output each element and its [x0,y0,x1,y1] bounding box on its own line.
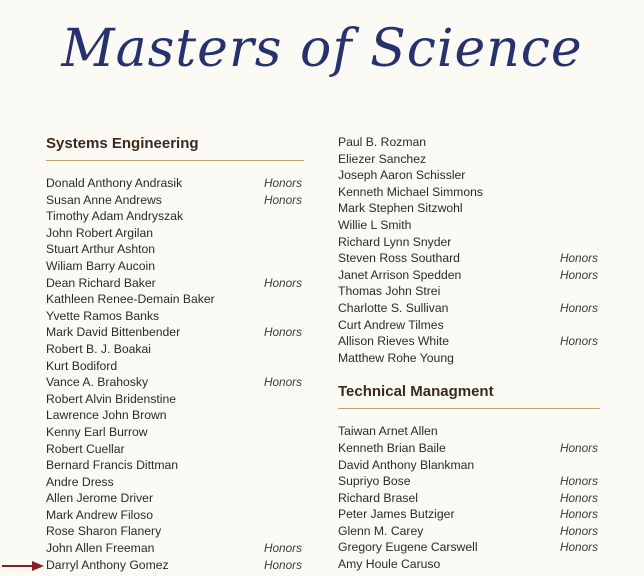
graduate-row [46,457,304,474]
graduate-name: Steven Ross Southard [338,251,460,266]
graduate-row [338,350,600,367]
graduate-row [338,134,600,151]
graduate-row [338,184,600,201]
graduate-name: Janet Arrison Spedden [338,267,462,282]
graduate-row [46,441,304,458]
graduate-row [46,192,304,209]
graduate-row [46,407,304,424]
graduate-name: Allison Rieves White [338,334,450,349]
systems-engineering-continued-list [338,134,600,366]
graduate-row [338,217,600,234]
honors-label: Honors [559,334,598,349]
graduate-row [46,258,304,275]
graduate-row [46,523,304,540]
graduate-name: Matthew Rohe Young [338,350,454,365]
graduate-name: Mark David Bittenbender [46,325,181,340]
graduate-name: Timothy Adam Andryszak [46,209,184,224]
graduate-row [338,267,600,284]
graduate-row [338,317,600,334]
honors-label: Honors [263,176,302,190]
graduate-row [46,241,304,258]
graduate-name: Robert B. J. Boakai [46,341,151,356]
honors-label: Honors [559,267,598,282]
graduate-row [46,275,304,292]
graduate-row [46,175,304,192]
graduate-row [46,540,304,557]
graduate-row [338,473,600,490]
honors-label: Honors [263,541,302,556]
graduate-name: Supriyo Bose [338,474,411,489]
graduate-row [338,234,600,251]
graduate-row [338,250,600,267]
graduate-name: John Allen Freeman [46,541,155,556]
honors-label: Honors [263,557,302,572]
honors-label: Honors [263,192,302,207]
graduate-name: David Anthony Blankman [338,457,475,472]
graduate-name: Kathleen Renee-Demain Baker [46,292,215,307]
graduate-name: Bernard Francis Dittman [46,458,179,473]
graduate-row [338,506,600,523]
graduate-name: Robert Alvin Bridenstine [46,391,177,406]
graduate-row [338,333,600,350]
left-column [46,134,304,573]
graduate-row [338,457,600,474]
honors-label: Honors [559,540,598,555]
graduate-row [46,225,304,242]
graduate-row [338,200,600,217]
graduate-name: John Robert Argilan [46,225,154,240]
graduate-row [338,556,600,573]
honors-label: Honors [559,474,598,489]
graduate-row [46,557,304,574]
graduate-name: Wiliam Barry Aucoin [46,258,156,273]
graduate-name: Peter James Butziger [338,507,455,522]
honors-label: Honors [559,523,598,538]
graduate-row [338,167,600,184]
graduate-name: Darryl Anthony Gomez [46,557,169,572]
graduate-name: Richard Lynn Snyder [338,234,452,249]
honors-label: Honors [263,375,302,390]
graduate-row [338,151,600,168]
graduate-name: Kenneth Michael Simmons [338,184,483,199]
graduate-row [46,341,304,358]
graduate-name: Thomas John Strei [338,284,441,299]
graduate-name: Joseph Aaron Schissler [338,168,466,183]
graduate-name: Glenn M. Carey [338,523,424,538]
graduate-name: Eliezer Sanchez [338,151,427,166]
honors-label: Honors [559,507,598,522]
graduate-name: Yvette Ramos Banks [46,308,160,323]
honors-label: Honors [263,325,302,340]
graduate-row [338,523,600,540]
honors-label: Honors [559,300,598,315]
graduate-name: Charlotte S. Sullivan [338,300,449,315]
graduate-name: Dean Richard Baker [46,275,156,290]
graduate-name: Paul B. Rozman [338,135,427,149]
graduate-name: Amy Houle Caruso [338,557,441,572]
section-heading-technical-management: Technical Managment [338,382,600,409]
honors-label: Honors [263,275,302,290]
graduate-name: Andre Dress [46,474,114,489]
graduate-row [46,358,304,375]
graduate-name: Vance A. Brahosky [46,375,149,390]
graduate-row [46,507,304,524]
graduate-name: Taiwan Arnet Allen [338,424,438,439]
graduate-row [46,374,304,391]
graduate-row [46,308,304,325]
graduate-row [338,539,600,556]
graduate-row [338,440,600,457]
graduate-row [46,291,304,308]
graduate-name: Willie L Smith [338,217,412,232]
graduate-row [46,324,304,341]
graduate-name: Kenny Earl Burrow [46,424,148,439]
right-column [338,134,600,573]
systems-engineering-list [46,175,304,573]
graduate-row [338,423,600,440]
honors-label: Honors [559,251,598,266]
graduate-name: Mark Stephen Sitzwohl [338,201,463,216]
graduate-name: Rose Sharon Flanery [46,524,162,539]
graduate-row [46,208,304,225]
graduate-row [46,490,304,507]
section-heading-systems-engineering: Systems Engineering [46,134,304,161]
graduate-name: Curt Andrew Tilmes [338,317,444,332]
graduate-name: Robert Cuellar [46,441,125,456]
graduate-row [46,474,304,491]
graduate-name: Mark Andrew Filoso [46,507,154,522]
page-title: Masters of Science [61,19,583,79]
graduate-row [46,424,304,441]
graduate-name: Kenneth Brian Baile [338,440,446,455]
graduate-row [338,490,600,507]
arrow-head [32,561,44,571]
arrow-pointer-icon [2,560,44,572]
graduate-row [338,300,600,317]
graduate-name: Richard Brasel [338,490,418,505]
graduate-name: Susan Anne Andrews [46,192,162,207]
graduate-name: Donald Anthony Andrasik [46,176,183,190]
graduate-name: Kurt Bodiford [46,358,118,373]
technical-management-list [338,423,600,572]
honors-label: Honors [559,490,598,505]
graduate-name: Lawrence John Brown [46,408,167,423]
graduate-name: Stuart Arthur Ashton [46,242,156,257]
graduate-name: Gregory Eugene Carswell [338,540,478,555]
graduate-row [338,283,600,300]
graduate-row [46,391,304,408]
honors-label: Honors [559,440,598,455]
graduate-name: Allen Jerome Driver [46,491,154,506]
